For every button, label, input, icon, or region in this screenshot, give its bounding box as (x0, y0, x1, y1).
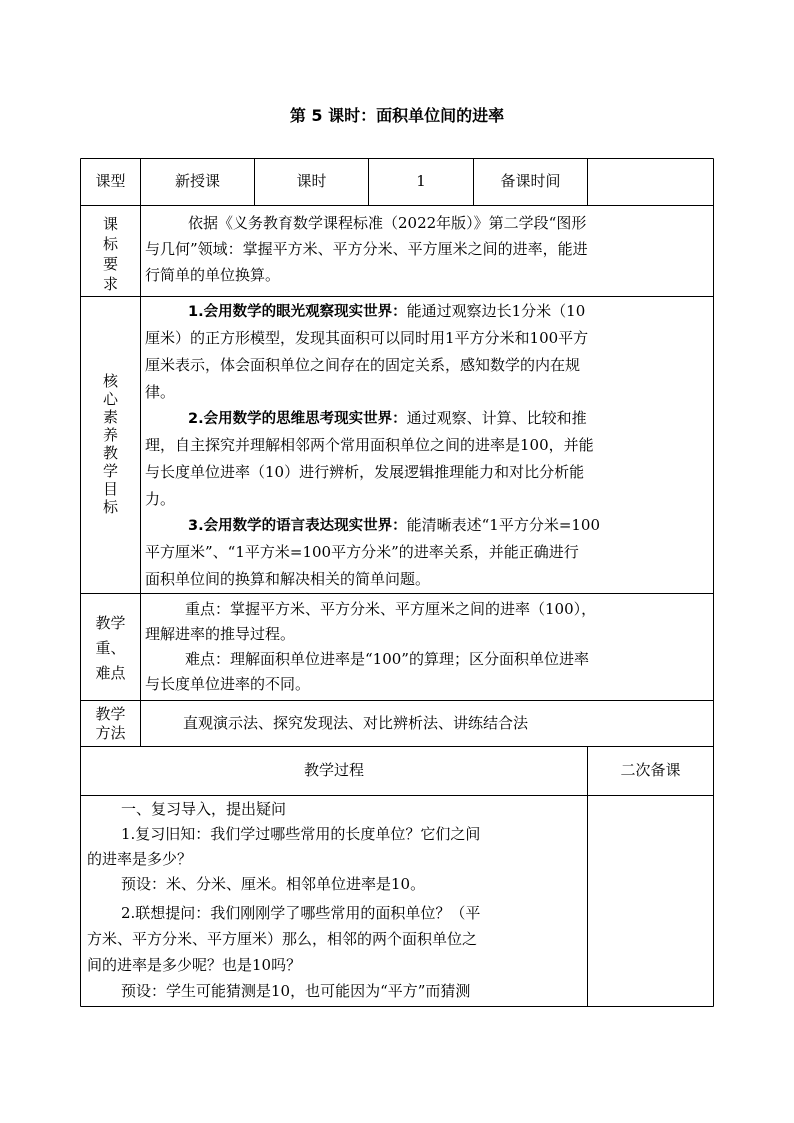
goal-2-line-4: 力。 (145, 490, 176, 508)
process-line-4: 预设：米、分米、厘米。相邻单位进率是10。 (121, 875, 426, 893)
goal-3-title: 3.会用数学的语言表达现实世界： (188, 518, 407, 534)
standard-line-2: 与几何”领域：掌握平方米、平方分米、平方厘米之间的进率，能进 (145, 240, 588, 258)
process-line-2: 1.复习旧知：我们学过哪些常用的长度单位？它们之间 (121, 825, 481, 843)
goal-3-line-3: 面积单位间的换算和解决相关的简单问题。 (145, 570, 431, 588)
goal-2-title: 2.会用数学的思维思考现实世界： (188, 411, 407, 427)
difficulty-line-1: 难点：理解面积单位进率是“100”的算理；区分面积单位进率 (185, 650, 589, 668)
type-value: 新授课 (174, 172, 220, 190)
methods-text: 直观演示法、探究发现法、对比辨析法、讲练结合法 (183, 714, 529, 732)
process-line-7: 间的进率是多少呢？也是10吗？ (87, 956, 302, 974)
key-point-line-2: 理解进率的推导过程。 (145, 625, 296, 643)
standard-line-3: 行简单的单位换算。 (145, 266, 281, 284)
key-points-label: 教学 重、 难点 (95, 614, 126, 682)
process-header: 教学过程 (303, 761, 364, 779)
goal-3-first-line: 3.会用数学的语言表达现实世界：能清晰表述“1平方分米=100 (188, 516, 601, 534)
process-line-5: 2.联想提问：我们刚刚学了哪些常用的面积单位？（平 (121, 904, 481, 922)
process-line-8: 预设：学生可能猜测是10，也可能因为“平方”而猜测 (121, 982, 471, 1000)
difficulty-line-2: 与长度单位进率的不同。 (145, 675, 311, 693)
page-title: 第 5 课时：面积单位间的进率 (289, 106, 505, 125)
process-line-1: 一、复习导入，提出疑问 (121, 800, 287, 818)
hours-value: 1 (416, 172, 426, 190)
core-goals-label: 核 心 素 养 教 学 目 标 (102, 372, 118, 516)
goal-2-line-3: 与长度单位进率（10）进行辨析，发展逻辑推理能力和对比分析能 (145, 463, 585, 481)
goal-1-line-4: 律。 (145, 383, 176, 401)
standard-label: 课 标 要 求 (102, 215, 118, 293)
process-line-6: 方米、平方分米、平方厘米）那么，相邻的两个面积单位之 (87, 930, 478, 948)
key-point-line-1: 重点：掌握平方米、平方分米、平方厘米之间的进率（100）， (185, 600, 597, 618)
goal-1-first-line: 1.会用数学的眼光观察现实世界：能通过观察边长1分米（10 (188, 302, 586, 320)
type-label: 课型 (95, 172, 126, 190)
standard-line-1: 依据《义务教育数学课程标准（2022年版）》第二学段“图形 (188, 214, 587, 232)
prep-time-label: 备课时间 (500, 172, 561, 190)
second-prep-header: 二次备课 (620, 761, 681, 779)
methods-label: 教学 方法 (95, 705, 126, 742)
goal-2-line-2: 理，自主探究并理解相邻两个常用面积单位之间的进率是100，并能 (145, 436, 594, 454)
goal-1-line-3: 厘米表示，体会面积单位之间存在的固定关系，感知数学的内在规 (145, 356, 581, 374)
hours-label: 课时 (296, 172, 327, 190)
goal-1-line-2: 厘米）的正方形模型，发现其面积可以同时用1平方分米和100平方 (145, 329, 589, 347)
goal-1-title: 1.会用数学的眼光观察现实世界： (188, 304, 407, 320)
goal-3-line-2: 平方厘米”、“1平方米=100平方分米”的进率关系，并能正确进行 (145, 543, 579, 561)
process-line-3: 的进率是多少？ (87, 850, 193, 868)
goal-2-first-line: 2.会用数学的思维思考现实世界：通过观察、计算、比较和推 (188, 409, 587, 427)
